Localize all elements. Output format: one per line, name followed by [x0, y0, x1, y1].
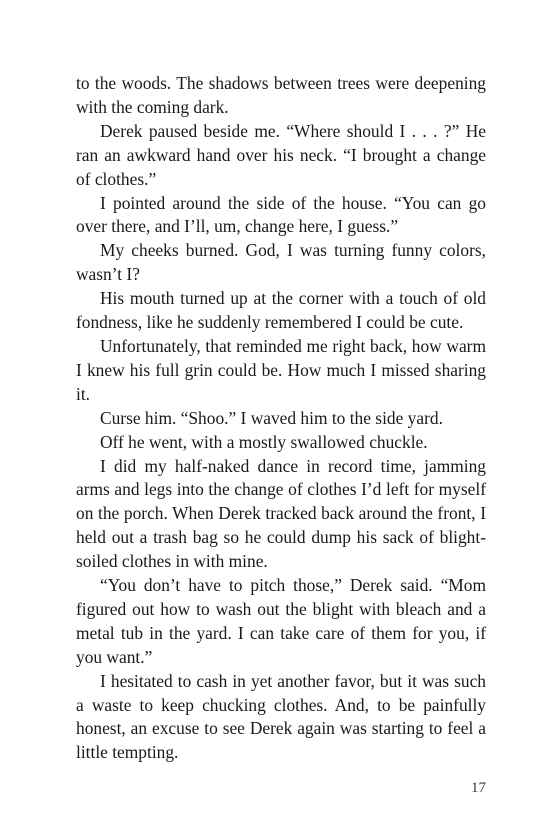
paragraph: I hesitated to cash in yet another favor, but it was such a waste to keep chucking clothes. And, to be painfully honest, an excuse to see Derek again was starting to feel a little tempting.: [76, 670, 486, 763]
paragraph: I pointed around the side of the house. “You can go over there, and I’ll, um, change here, I guess.”: [76, 192, 486, 237]
page-number: 17: [471, 780, 486, 796]
paragraph: My cheeks burned. God, I was turning funny colors, wasn’t I?: [76, 240, 486, 285]
paragraph: “You don’t have to pitch those,” Derek said. “Mom figured out how to wash out the blight with bleach and a metal tub in the yard. I can take care of them for you, if you want.”: [76, 575, 486, 667]
paragraph: Curse him. “Shoo.” I waved him to the side yard.: [100, 407, 443, 428]
paragraph: I did my half-naked dance in record time, jamming arms and legs into the change of clothes I’d left for myself on the porch. When Derek tracked back around the front, I held out a trash bag so he could dump his sack of blight-soiled clothes in with mine.: [76, 455, 486, 572]
paragraph: Off he went, with a mostly swallowed chuckle.: [100, 431, 428, 452]
paragraph: His mouth turned up at the corner with a touch of old fondness, like he suddenly remembered I could be cute.: [76, 288, 486, 333]
page-body: [76, 72, 486, 765]
paragraph: to the woods. The shadows between trees were deepening with the coming dark.: [76, 73, 486, 117]
paragraph: Unfortunately, that reminded me right back, how warm I knew his full grin could be. How much I missed sharing it.: [76, 335, 486, 404]
paragraph: Derek paused beside me. “Where should I . . . ?” He ran an awkward hand over his neck. “I brought a change of clothes.”: [76, 120, 486, 189]
